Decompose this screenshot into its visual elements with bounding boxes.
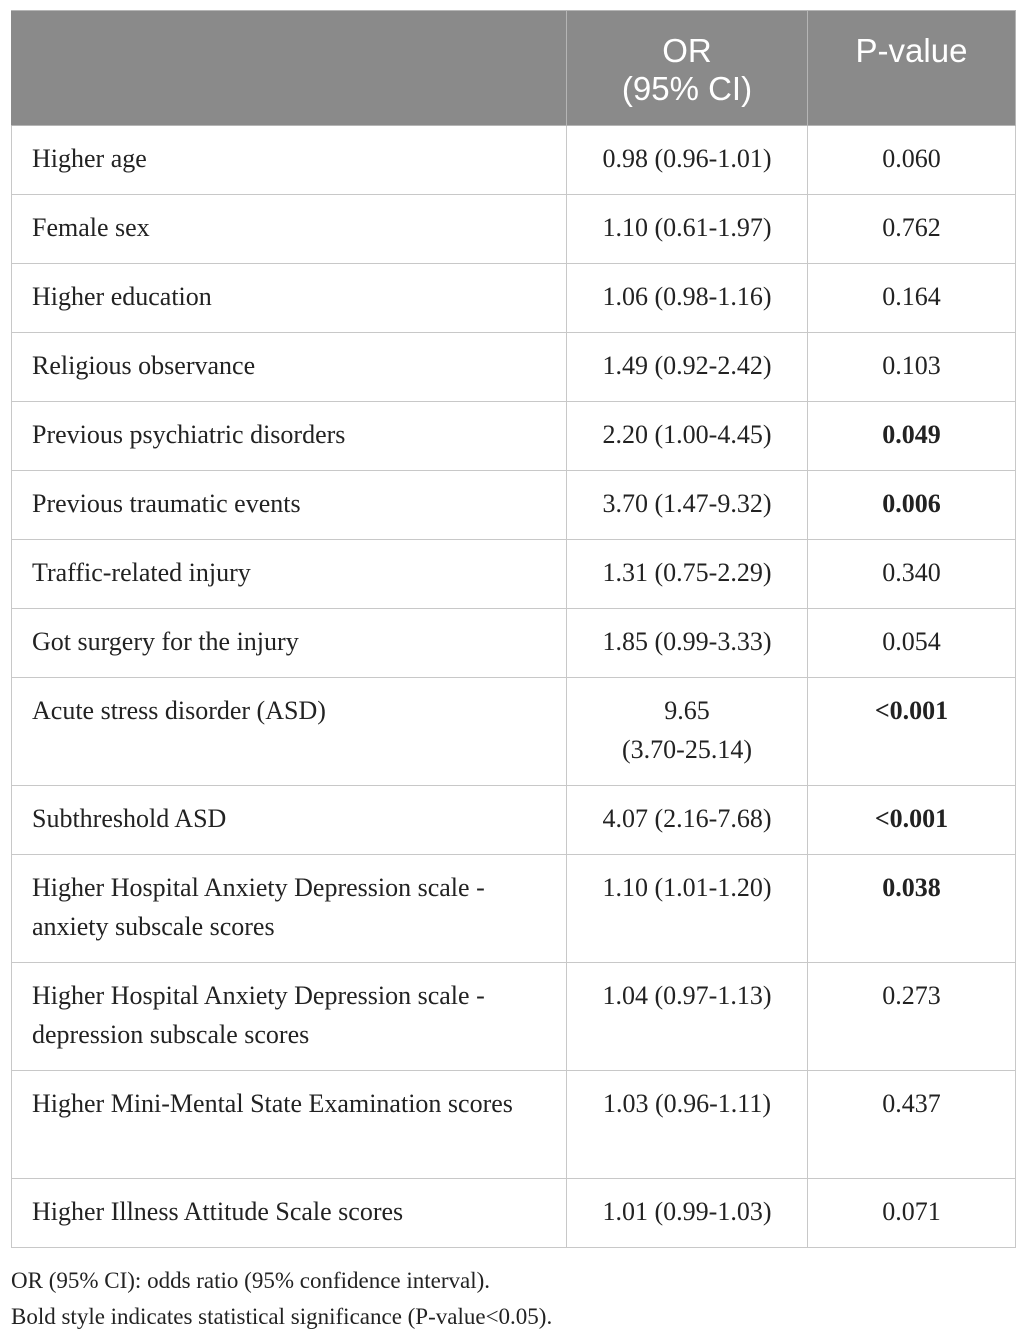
row-or-value: 9.65: [664, 696, 710, 725]
table-header-row: [12, 11, 1016, 126]
header-or: [567, 11, 808, 126]
row-p-value: 0.164: [808, 264, 1016, 333]
footnote-significance: Bold style indicates statistical significance (P-value<0.05).: [11, 1304, 553, 1329]
row-p-value: 0.054: [808, 609, 1016, 678]
row-or-ci: (3.70-25.14): [622, 735, 752, 764]
row-or: [567, 678, 808, 786]
row-p-value-significant: <0.001: [808, 786, 1016, 855]
header-variable: [12, 11, 567, 126]
row-or: 1.49 (0.92-2.42): [567, 333, 808, 402]
table-row: [12, 402, 1016, 471]
row-label: Higher Mini-Mental State Examination scores: [12, 1071, 567, 1179]
row-or: 1.10 (1.01-1.20): [567, 855, 808, 963]
row-or: 1.04 (0.97-1.13): [567, 963, 808, 1071]
row-label: Acute stress disorder (ASD): [12, 678, 567, 786]
row-p-value-significant: 0.049: [808, 402, 1016, 471]
row-label: Female sex: [12, 195, 567, 264]
table-row: [12, 195, 1016, 264]
table-row: [12, 1071, 1016, 1179]
row-p-value: 0.273: [808, 963, 1016, 1071]
table-row: [12, 126, 1016, 195]
table-footnotes: [11, 1263, 552, 1335]
row-label: Higher education: [12, 264, 567, 333]
header-or-line1: OR: [662, 32, 712, 69]
row-label: Higher Illness Attitude Scale scores: [12, 1179, 567, 1248]
odds-ratio-table: [11, 10, 1016, 1248]
table-row: [12, 1179, 1016, 1248]
header-p-value-label: P-value: [855, 32, 968, 69]
row-label: Got surgery for the injury: [12, 609, 567, 678]
row-label: Higher Hospital Anxiety Depression scale -depression subscale scores: [12, 963, 567, 1071]
table-row: [12, 963, 1016, 1071]
row-or: 4.07 (2.16-7.68): [567, 786, 808, 855]
row-or: 1.31 (0.75-2.29): [567, 540, 808, 609]
row-label: Previous traumatic events: [12, 471, 567, 540]
row-label: Subthreshold ASD: [12, 786, 567, 855]
table-row: [12, 471, 1016, 540]
results-table-container: [11, 10, 1015, 1248]
row-p-value-significant: 0.006: [808, 471, 1016, 540]
table-row: [12, 678, 1016, 786]
footnote-or-definition: OR (95% CI): odds ratio (95% confidence interval).: [11, 1268, 491, 1293]
row-p-value: 0.762: [808, 195, 1016, 264]
row-p-value: 0.060: [808, 126, 1016, 195]
row-or: 1.10 (0.61-1.97): [567, 195, 808, 264]
table-row: [12, 540, 1016, 609]
row-label: Religious observance: [12, 333, 567, 402]
row-or: 3.70 (1.47-9.32): [567, 471, 808, 540]
row-p-value-significant: <0.001: [808, 678, 1016, 786]
table-row: [12, 609, 1016, 678]
row-p-value-significant: 0.038: [808, 855, 1016, 963]
row-or: 2.20 (1.00-4.45): [567, 402, 808, 471]
row-p-value: 0.071: [808, 1179, 1016, 1248]
row-or: 1.01 (0.99-1.03): [567, 1179, 808, 1248]
table-row: [12, 264, 1016, 333]
table-row: [12, 855, 1016, 963]
row-p-value: 0.103: [808, 333, 1016, 402]
row-p-value: 0.340: [808, 540, 1016, 609]
row-or: 0.98 (0.96-1.01): [567, 126, 808, 195]
header-p-value: [808, 11, 1016, 126]
row-label: Traffic-related injury: [12, 540, 567, 609]
row-or: 1.85 (0.99-3.33): [567, 609, 808, 678]
header-or-line2: (95% CI): [621, 70, 753, 107]
row-label: Previous psychiatric disorders: [12, 402, 567, 471]
row-or: 1.03 (0.96-1.11): [567, 1071, 808, 1179]
table-row: [12, 333, 1016, 402]
row-label: Higher Hospital Anxiety Depression scale -anxiety subscale scores: [12, 855, 567, 963]
row-p-value: 0.437: [808, 1071, 1016, 1179]
table-row: [12, 786, 1016, 855]
row-label: Higher age: [12, 126, 567, 195]
row-or: 1.06 (0.98-1.16): [567, 264, 808, 333]
